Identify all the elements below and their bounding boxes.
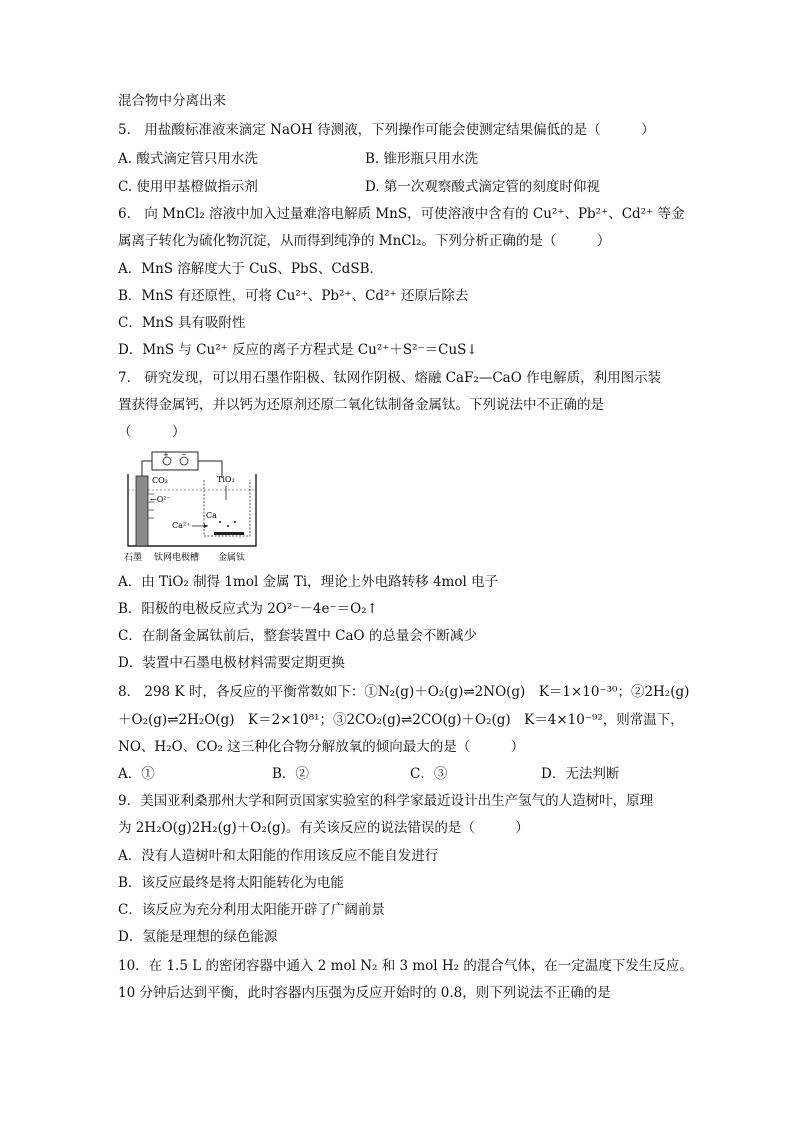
caption-mesh: 钛网电极槽 — [154, 553, 200, 563]
q8-option-c: C．③ — [410, 766, 448, 782]
tio2-label: TiO₂ — [217, 475, 235, 484]
q6-stem-1: 6． 向 MnCl₂ 溶液中加入过量难溶电解质 MnS，可使溶液中含有的 Cu²⁺、Pb²⁺、Cd²⁺ 等金 — [118, 206, 685, 222]
q9-stem-1: 9．美国亚利桑那州大学和阿贡国家实验室的科学家最近设计出生产氢气的人造树叶，原理 — [118, 793, 654, 809]
q9-option-d: D．氢能是理想的绿色能源 — [118, 929, 278, 945]
q5-option-c: C. 使用甲基橙做指示剂 — [118, 179, 258, 195]
q7-option-b: B．阳极的电极反应式为 2O²⁻－4e⁻＝O₂↑ — [118, 601, 378, 617]
o2-ion-label: ←O²⁻ — [150, 495, 171, 504]
q9-option-c: C．该反应为充分利用太阳能开辟了广阔前景 — [118, 902, 385, 918]
co2-label: CO₂ — [152, 476, 168, 485]
q7-option-a: A．由 TiO₂ 制得 1mol 金属 Ti，理论上外电路转移 4mol 电子 — [118, 574, 499, 590]
q9-option-b: B．该反应最终是将太阳能转化为电能 — [118, 875, 344, 891]
q9-stem-2: 为 2H₂O(g)2H₂(g)＋O₂(g)。有关该反应的说法错误的是（ ） — [118, 820, 529, 836]
q6-option-b: B．MnS 有还原性，可将 Cu²⁺、Pb²⁺、Cd²⁺ 还原后除去 — [118, 288, 469, 304]
q5-option-b: B. 锥形瓶只用水洗 — [365, 151, 479, 167]
q5-option-d: D. 第一次观察酸式滴定管的刻度时仰视 — [365, 179, 600, 195]
ca-ion-label: Ca²⁺ — [172, 521, 191, 530]
q7-stem-3: （ ） — [118, 424, 186, 440]
q8-option-d: D．无法判断 — [541, 766, 620, 782]
q9-option-a: A．没有人造树叶和太阳能的作用该反应不能自发进行 — [118, 848, 439, 864]
q8-stem-3: NO、H₂O、CO₂ 这三种化合物分解放氧的倾向最大的是（ ） — [118, 739, 525, 755]
q7-option-d: D．装置中石墨电极材料需要定期更换 — [118, 655, 345, 671]
plus-terminal: + — [163, 451, 169, 459]
minus-terminal: − — [181, 451, 187, 459]
q7-option-c: C．在制备金属钛前后，整套装置中 CaO 的总量会不断减少 — [118, 628, 477, 644]
q6-stem-2: 属离子转化为硫化物沉淀，从而得到纯净的 MnCl₂。下列分析正确的是（ ） — [118, 233, 611, 249]
q10-stem-1: 10．在 1.5 L 的密闭容器中通入 2 mol N₂ 和 3 mol H₂ 的混合气体，在一定温度下发生反应。 — [118, 958, 693, 974]
caption-graphite: 石墨 — [124, 553, 143, 563]
q7-stem-2: 置获得金属钙，并以钙为还原剂还原二氧化钛制备金属钛。下列说法中不正确的是 — [118, 397, 604, 413]
ca-label: Ca — [206, 511, 217, 520]
q6-option-d: D．MnS 与 Cu²⁺ 反应的离子方程式是 Cu²⁺＋S²⁻＝CuS↓ — [118, 342, 478, 358]
electrolysis-apparatus-figure — [122, 450, 262, 565]
q7-stem-1: 7. 研究发现，可以用石墨作阳极、钛网作阴极、熔融 CaF₂—CaO 作电解质，利用图示装 — [118, 370, 662, 386]
q6-option-c: C．MnS 具有吸附性 — [118, 315, 246, 331]
q8-stem-1: 8． 298 K 时，各反应的平衡常数如下：①N₂(g)＋O₂(g)⇌2NO(g) K＝1×10⁻³⁰；②2H₂(g) — [118, 684, 690, 700]
q6-option-a: A．MnS 溶解度大于 CuS、PbS、CdSB． — [118, 261, 383, 277]
graphite-electrode — [136, 476, 148, 546]
q5-stem: 5. 用盐酸标准液来滴定 NaOH 待测液，下列操作可能会使测定结果偏低的是（ ） — [118, 122, 655, 138]
q10-stem-2: 10 分钟后达到平衡，此时容器内压强为反应开始时的 0.8，则下列说法不正确的是 — [118, 985, 611, 1001]
line-continuation: 混合物中分离出来 — [118, 93, 226, 109]
q8-option-a: A．① — [118, 766, 155, 782]
q8-option-b: B．② — [272, 766, 309, 782]
q5-option-a: A. 酸式滴定管只用水洗 — [118, 151, 258, 167]
titanium-mesh-cathode — [204, 480, 250, 536]
q8-stem-2: ＋O₂(g)⇌2H₂O(g) K＝2×10⁸¹；③2CO₂(g)⇌2CO(g)＋O₂(g) K＝4×10⁻⁹²，则常温下， — [118, 712, 684, 728]
caption-titanium: 金属钛 — [218, 553, 246, 563]
